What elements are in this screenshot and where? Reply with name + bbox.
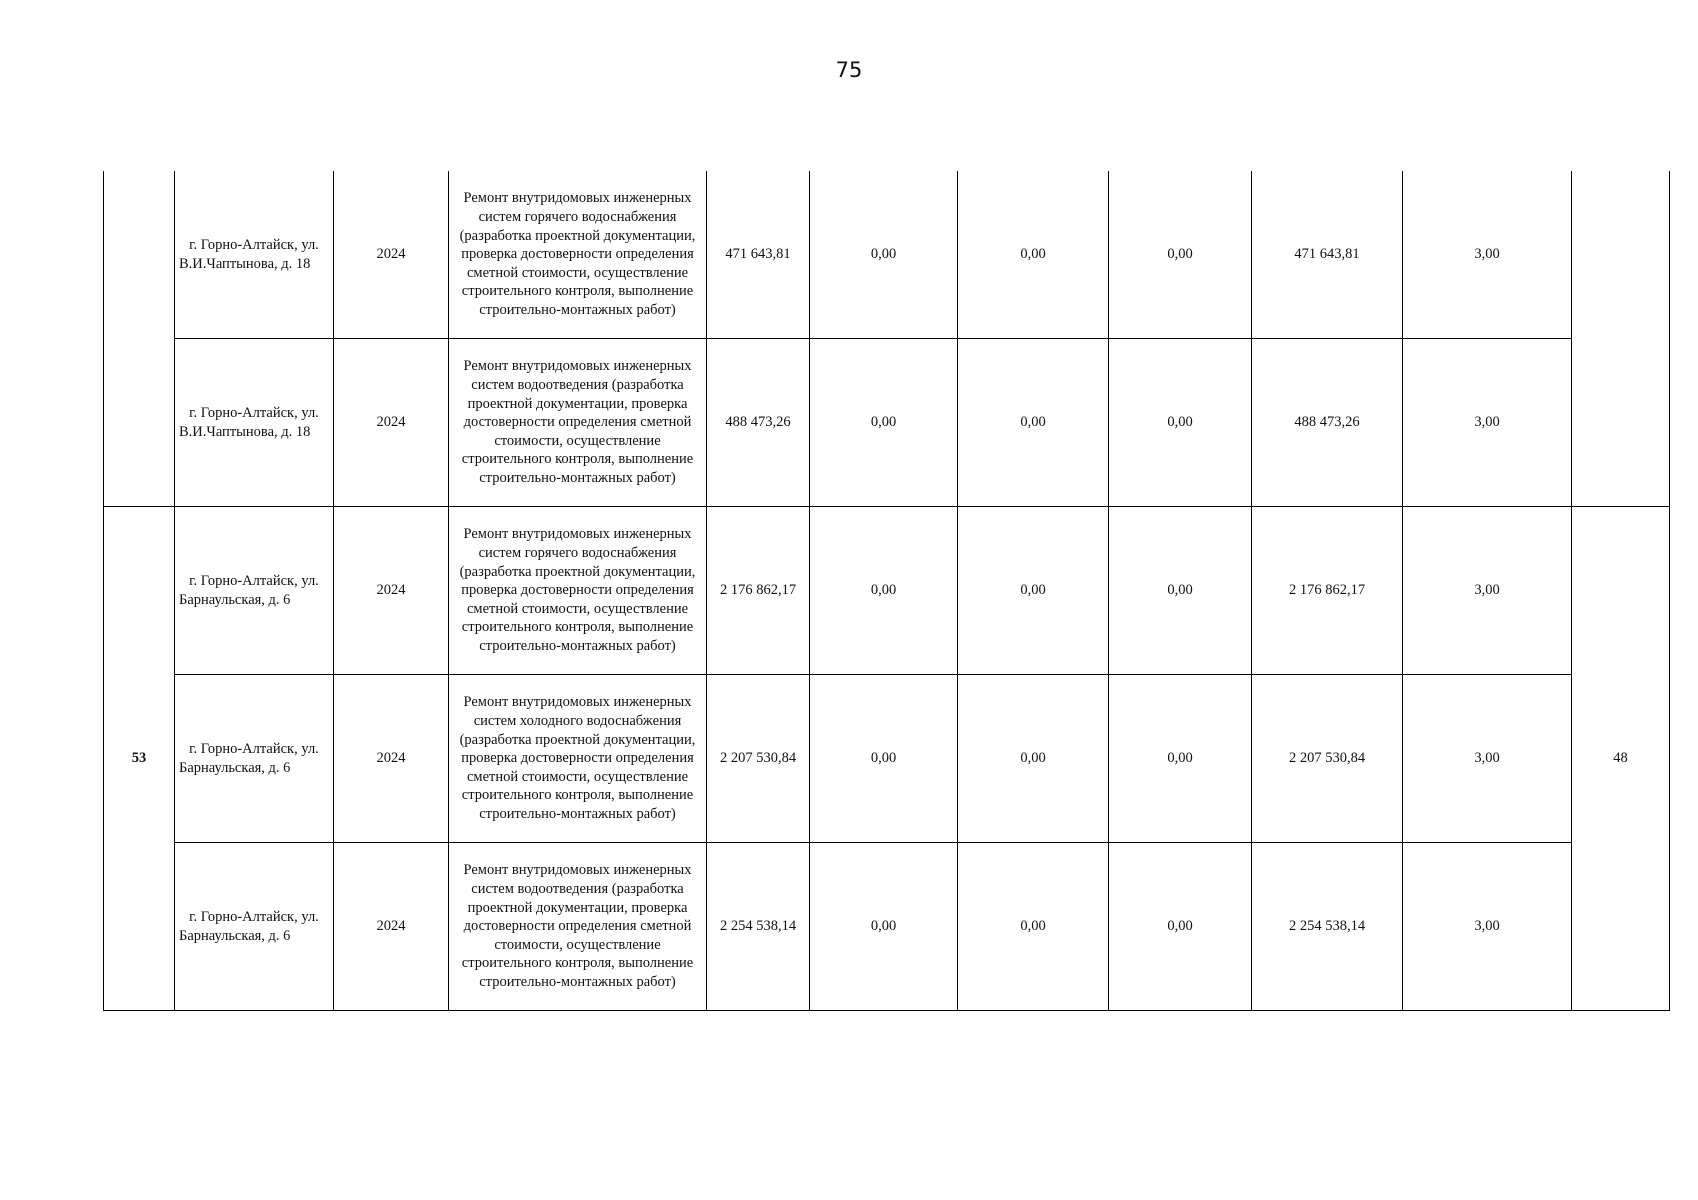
- value-cell: 0,00: [958, 675, 1109, 843]
- amount-cell: 471 643,81: [707, 171, 810, 339]
- work-description-cell: Ремонт внутридомовых инженерных систем горячего водоснабжения (разработка проектной документации, проверка достоверности определения сметной стоимости, осуществление строительного контроля, выполнение строительно-монтажных работ): [449, 171, 707, 339]
- value-cell: 0,00: [810, 171, 958, 339]
- table-row: [104, 507, 1670, 675]
- rate-cell: 3,00: [1403, 675, 1572, 843]
- value-cell: 0,00: [958, 507, 1109, 675]
- group-number-cell: [104, 171, 175, 507]
- year-cell: 2024: [334, 171, 449, 339]
- group-number-cell: 53: [104, 507, 175, 1011]
- total-cell: 2 176 862,17: [1252, 507, 1403, 675]
- year-cell: 2024: [334, 339, 449, 507]
- total-cell: 2 207 530,84: [1252, 675, 1403, 843]
- value-cell: 0,00: [810, 507, 958, 675]
- table-row: [104, 171, 1670, 339]
- value-cell: 0,00: [1109, 171, 1252, 339]
- table-row: [104, 675, 1670, 843]
- last-column-cell: 48: [1572, 507, 1670, 1011]
- address-cell: г. Горно-Алтайск, ул. Барнаульская, д. 6: [175, 507, 334, 675]
- amount-cell: 488 473,26: [707, 339, 810, 507]
- value-cell: 0,00: [1109, 507, 1252, 675]
- amount-cell: 2 176 862,17: [707, 507, 810, 675]
- year-cell: 2024: [334, 507, 449, 675]
- rate-cell: 3,00: [1403, 171, 1572, 339]
- value-cell: 0,00: [958, 171, 1109, 339]
- rate-cell: 3,00: [1403, 843, 1572, 1011]
- value-cell: 0,00: [810, 339, 958, 507]
- value-cell: 0,00: [1109, 675, 1252, 843]
- total-cell: 471 643,81: [1252, 171, 1403, 339]
- rate-cell: 3,00: [1403, 507, 1572, 675]
- work-description-cell: Ремонт внутридомовых инженерных систем горячего водоснабжения (разработка проектной документации, проверка достоверности определения сметной стоимости, осуществление строительного контроля, выполнение строительно-монтажных работ): [449, 507, 707, 675]
- table-row: [104, 339, 1670, 507]
- amount-cell: 2 207 530,84: [707, 675, 810, 843]
- address-cell: г. Горно-Алтайск, ул. В.И.Чаптынова, д. 18: [175, 339, 334, 507]
- value-cell: 0,00: [958, 843, 1109, 1011]
- work-description-cell: Ремонт внутридомовых инженерных систем холодного водоснабжения (разработка проектной документации, проверка достоверности определения сметной стоимости, осуществление строительного контроля, выполнение строительно-монтажных работ): [449, 675, 707, 843]
- value-cell: 0,00: [810, 843, 958, 1011]
- year-cell: 2024: [334, 843, 449, 1011]
- address-cell: г. Горно-Алтайск, ул. Барнаульская, д. 6: [175, 843, 334, 1011]
- repair-works-table: [103, 171, 1670, 1011]
- value-cell: 0,00: [958, 339, 1109, 507]
- work-description-cell: Ремонт внутридомовых инженерных систем водоотведения (разработка проектной документации, проверка достоверности определения сметной стоимости, осуществление строительного контроля, выполнение строительно-монтажных работ): [449, 339, 707, 507]
- amount-cell: 2 254 538,14: [707, 843, 810, 1011]
- last-column-cell: [1572, 171, 1670, 507]
- value-cell: 0,00: [1109, 339, 1252, 507]
- page-number: 75: [835, 58, 863, 82]
- value-cell: 0,00: [1109, 843, 1252, 1011]
- table-row: [104, 843, 1670, 1011]
- year-cell: 2024: [334, 675, 449, 843]
- address-cell: г. Горно-Алтайск, ул. Барнаульская, д. 6: [175, 675, 334, 843]
- value-cell: 0,00: [810, 675, 958, 843]
- total-cell: 488 473,26: [1252, 339, 1403, 507]
- rate-cell: 3,00: [1403, 339, 1572, 507]
- total-cell: 2 254 538,14: [1252, 843, 1403, 1011]
- address-cell: г. Горно-Алтайск, ул. В.И.Чаптынова, д. 18: [175, 171, 334, 339]
- work-description-cell: Ремонт внутридомовых инженерных систем водоотведения (разработка проектной документации, проверка достоверности определения сметной стоимости, осуществление строительного контроля, выполнение строительно-монтажных работ): [449, 843, 707, 1011]
